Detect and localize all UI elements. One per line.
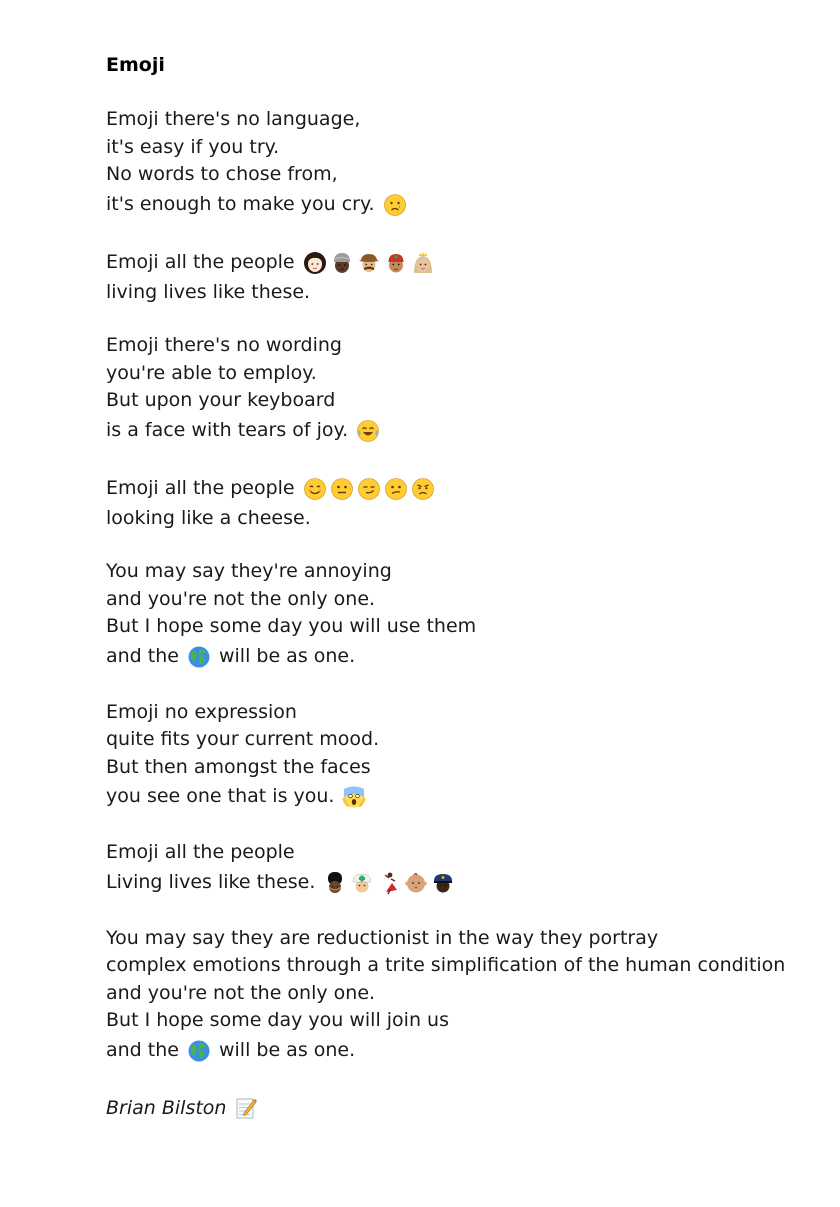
line-text: looking like a cheese.: [106, 506, 311, 529]
smirking-face-icon: [357, 477, 381, 501]
emoji-group: [356, 419, 380, 443]
line-text: you see one that is you.: [106, 785, 335, 808]
line-text: and you're not the only one.: [106, 587, 376, 610]
stanza: [106, 106, 806, 221]
poem-line: [106, 839, 806, 867]
poem-line: [106, 415, 806, 447]
poem-line: [106, 726, 806, 754]
man-turban-dark-icon: [330, 251, 354, 275]
poem-line: [106, 505, 806, 533]
neutral-face-icon: [330, 477, 354, 501]
poem-line: [106, 925, 806, 953]
line-text: quite fits your current mood.: [106, 728, 380, 750]
line-text: You may say they're annoying: [106, 560, 392, 582]
baby-icon: [404, 871, 428, 895]
emoji-group: [303, 251, 435, 275]
poem-body: [106, 106, 806, 1067]
author-name: Brian Bilston: [106, 1096, 227, 1119]
poem-page: [106, 52, 806, 1123]
crying-face-icon: [383, 193, 407, 217]
smiling-face-icon: [303, 477, 327, 501]
dancer-icon: [377, 871, 401, 895]
line-text: and the: [106, 1038, 179, 1061]
line-text: will be as one.: [218, 644, 356, 667]
poem-line: [106, 134, 806, 162]
line-text: But I hope some day you will join us: [106, 1009, 449, 1031]
line-text: Living lives like these.: [106, 870, 316, 893]
line-text: you're able to employ.: [106, 361, 317, 384]
rescue-worker-icon: [350, 871, 374, 895]
stanza: [106, 925, 806, 1067]
memo-icon: [234, 1096, 258, 1120]
poem-title: Emoji: [106, 54, 165, 76]
stanza: [106, 332, 806, 447]
police-officer-icon: [431, 871, 455, 895]
emoji-group: [383, 193, 407, 217]
line-text: No words to chose from,: [106, 163, 338, 185]
poem-line: [106, 952, 806, 980]
guardsman-icon: [323, 871, 347, 895]
poem-line: [106, 781, 806, 813]
line-text: it's easy if you try.: [106, 135, 280, 158]
line-text: and the: [106, 644, 179, 667]
poem-line: [106, 867, 806, 899]
princess-icon: [411, 251, 435, 275]
stanza: [106, 839, 806, 899]
poem-line: [106, 247, 806, 279]
line-text: living lives like these.: [106, 280, 311, 303]
confused-face-icon: [384, 477, 408, 501]
line-text: is a face with tears of joy.: [106, 418, 349, 441]
line-text: Emoji all the people: [106, 250, 295, 273]
poem-line: [106, 641, 806, 673]
line-text: Emoji there's no wording: [106, 334, 342, 356]
line-text: But then amongst the faces: [106, 755, 371, 778]
screaming-face-icon: [342, 785, 366, 809]
poem-line: [106, 1007, 806, 1035]
poem-line: [106, 387, 806, 415]
emoji-group: [303, 477, 435, 501]
poem-line: [106, 279, 806, 307]
cowboy-face-icon: [357, 251, 381, 275]
stanza: [106, 558, 806, 673]
man-cap-icon: [384, 251, 408, 275]
poem-line: [106, 699, 806, 727]
line-text: Emoji there's no language,: [106, 108, 361, 130]
poem-line: [106, 754, 806, 782]
line-text: But upon your keyboard: [106, 389, 336, 411]
poem-line: [106, 106, 806, 134]
poem-line: [106, 473, 806, 505]
line-text: Emoji no expression: [106, 700, 297, 723]
line-text: it's enough to make you cry.: [106, 192, 375, 215]
emoji-group: [342, 785, 366, 809]
stanza: [106, 247, 806, 307]
line-text: complex emotions through a trite simplification of the human condition: [106, 954, 786, 976]
line-text: Emoji all the people: [106, 476, 295, 499]
poem-line: [106, 613, 806, 641]
stanza: [106, 699, 806, 814]
angry-face-icon: [411, 477, 435, 501]
stanza: [106, 473, 806, 533]
poem-line: [106, 980, 806, 1008]
poem-line: [106, 586, 806, 614]
line-text: But I hope some day you will use them: [106, 615, 477, 637]
line-text: will be as one.: [218, 1038, 356, 1061]
woman-light-skin-icon: [303, 251, 327, 275]
poem-line: [106, 558, 806, 586]
inline-emoji: [187, 1039, 211, 1063]
poem-line: [106, 360, 806, 388]
line-text: Emoji all the people: [106, 841, 295, 863]
poem-line: [106, 332, 806, 360]
line-text: You may say they are reductionist in the way they portray: [106, 926, 659, 949]
globe-icon: [187, 645, 211, 669]
poem-line: [106, 189, 806, 221]
line-text: and you're not the only one.: [106, 981, 376, 1004]
signature: [106, 1093, 806, 1123]
globe-icon: [187, 1039, 211, 1063]
emoji-group: [323, 871, 455, 895]
poem-line: [106, 161, 806, 189]
inline-emoji: [187, 645, 211, 669]
tears-of-joy-icon: [356, 419, 380, 443]
poem-line: [106, 1035, 806, 1067]
